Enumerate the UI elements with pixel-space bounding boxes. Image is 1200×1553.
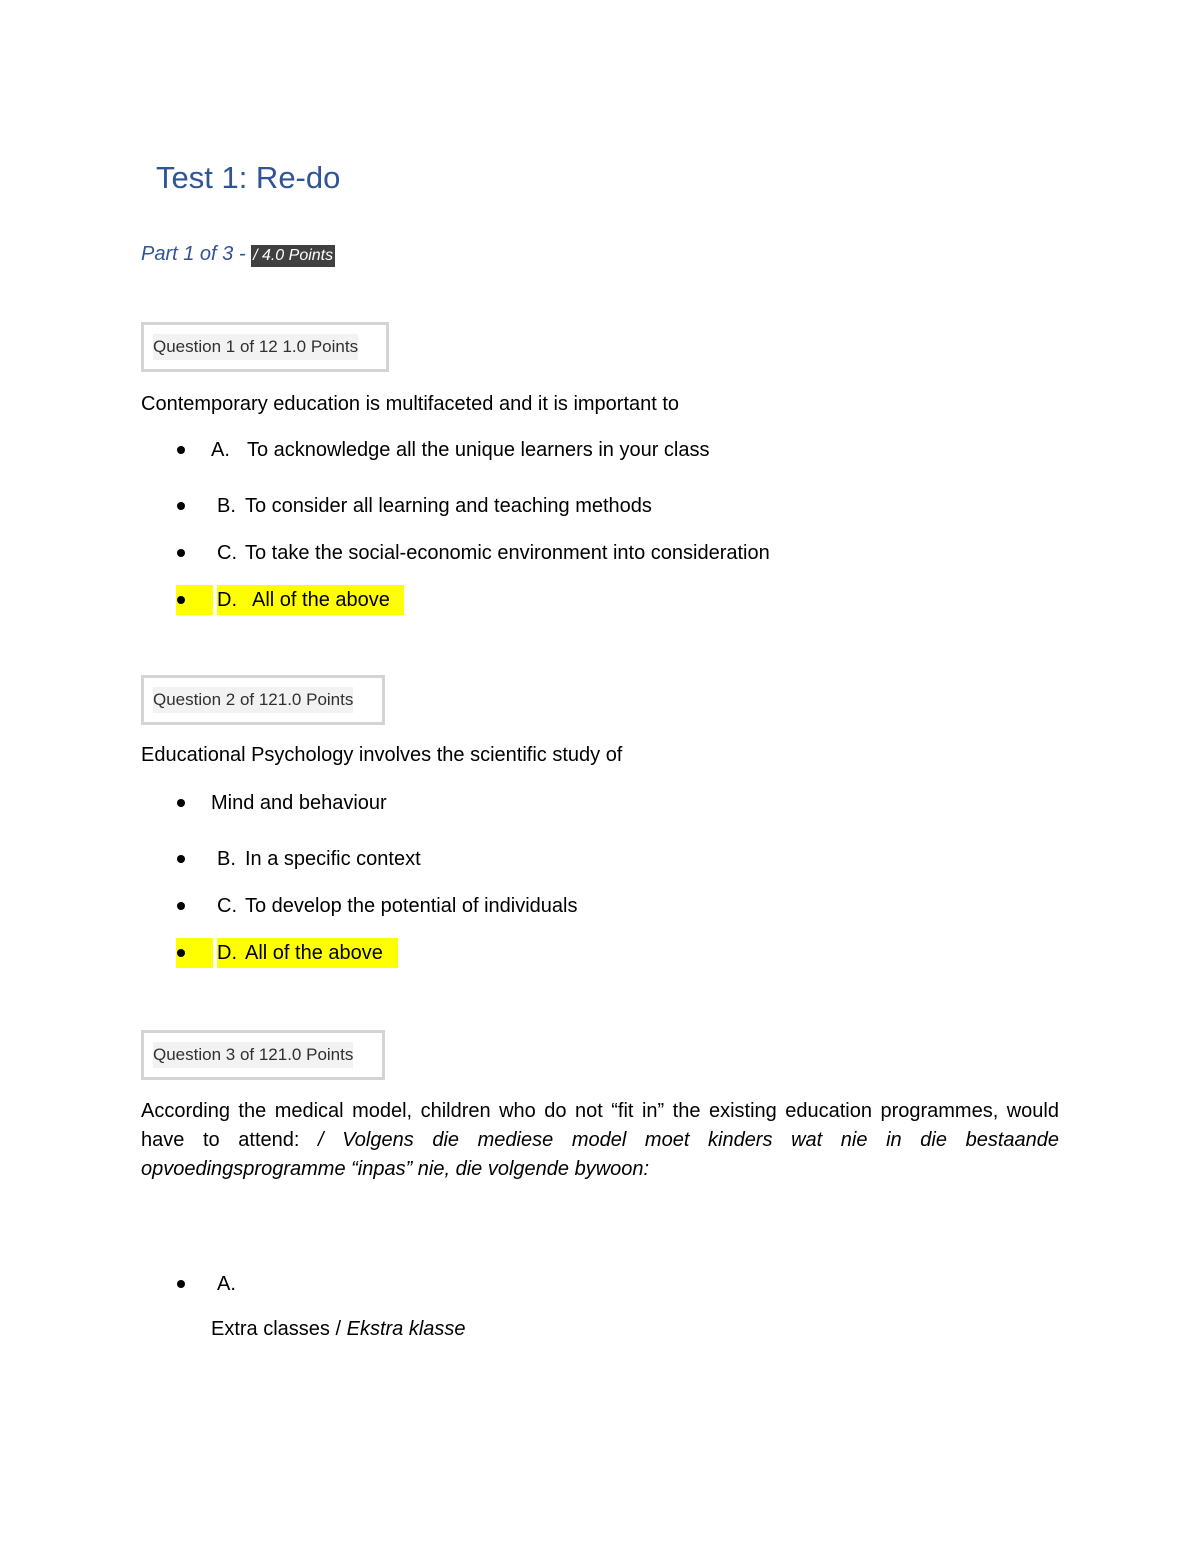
- question-3-text: [141, 1097, 1059, 1184]
- option-text: To consider all learning and teaching methods: [245, 495, 652, 517]
- option-letter: D.: [217, 942, 237, 964]
- option-text: Mind and behaviour: [211, 792, 387, 814]
- question-2-header-box: [141, 675, 385, 725]
- question-3-header: Question 3 of 121.0 Points: [153, 1042, 353, 1068]
- option-letter: A.: [211, 439, 230, 461]
- part-points-badge: / 4.0 Points: [251, 245, 335, 267]
- question-1-option-b[interactable]: [176, 491, 776, 521]
- option-letter: D.: [217, 589, 237, 611]
- question-3-option-a[interactable]: [176, 1269, 376, 1299]
- question-2-option-d[interactable]: [176, 938, 416, 968]
- option-text-english: Extra classes /: [211, 1318, 347, 1340]
- part-line: [141, 240, 335, 270]
- question-3-option-a-text: [211, 1314, 466, 1344]
- option-text: To take the social-economic environment into consideration: [245, 542, 770, 564]
- option-letter: A.: [217, 1273, 236, 1295]
- question-1-option-c[interactable]: [176, 538, 876, 568]
- option-text: To acknowledge all the unique learners in your class: [247, 439, 710, 461]
- question-3-text-afrikaans: / Volgens die mediese model moet kinders wat nie in die bestaande opvoedingsprogramme “inpas” nie, die volgende bywoon:: [141, 1129, 1059, 1180]
- page-title: Test 1: Re-do: [156, 160, 341, 195]
- question-2-option-a[interactable]: [176, 788, 576, 818]
- option-text: To develop the potential of individuals: [245, 895, 578, 917]
- question-1-option-a[interactable]: [176, 435, 776, 465]
- question-2-header: Question 2 of 121.0 Points: [153, 687, 353, 713]
- question-1-header-box: [141, 322, 389, 372]
- part-label: Part 1 of 3 -: [141, 243, 252, 265]
- question-2-option-b[interactable]: [176, 844, 576, 874]
- question-1-option-d[interactable]: [176, 585, 416, 615]
- question-1-header: Question 1 of 12 1.0 Points: [153, 334, 358, 360]
- option-text: All of the above: [252, 589, 390, 611]
- question-1-text: Contemporary education is multifaceted and it is important to: [141, 393, 680, 415]
- option-text-afrikaans: Ekstra klasse: [346, 1318, 466, 1340]
- option-text: In a specific context: [245, 848, 421, 870]
- option-letter: C.: [217, 895, 237, 917]
- option-letter: B.: [217, 495, 236, 517]
- option-letter: B.: [217, 848, 236, 870]
- question-3-header-box: [141, 1030, 385, 1080]
- question-2-option-c[interactable]: [176, 891, 676, 921]
- option-text: All of the above: [245, 942, 383, 964]
- question-2-text: Educational Psychology involves the scientific study of: [141, 744, 623, 766]
- option-letter: C.: [217, 542, 237, 564]
- question-3-text-english: According the medical model, children who do not “fit in” the existing education programmes, would have to attend:: [141, 1100, 1059, 1151]
